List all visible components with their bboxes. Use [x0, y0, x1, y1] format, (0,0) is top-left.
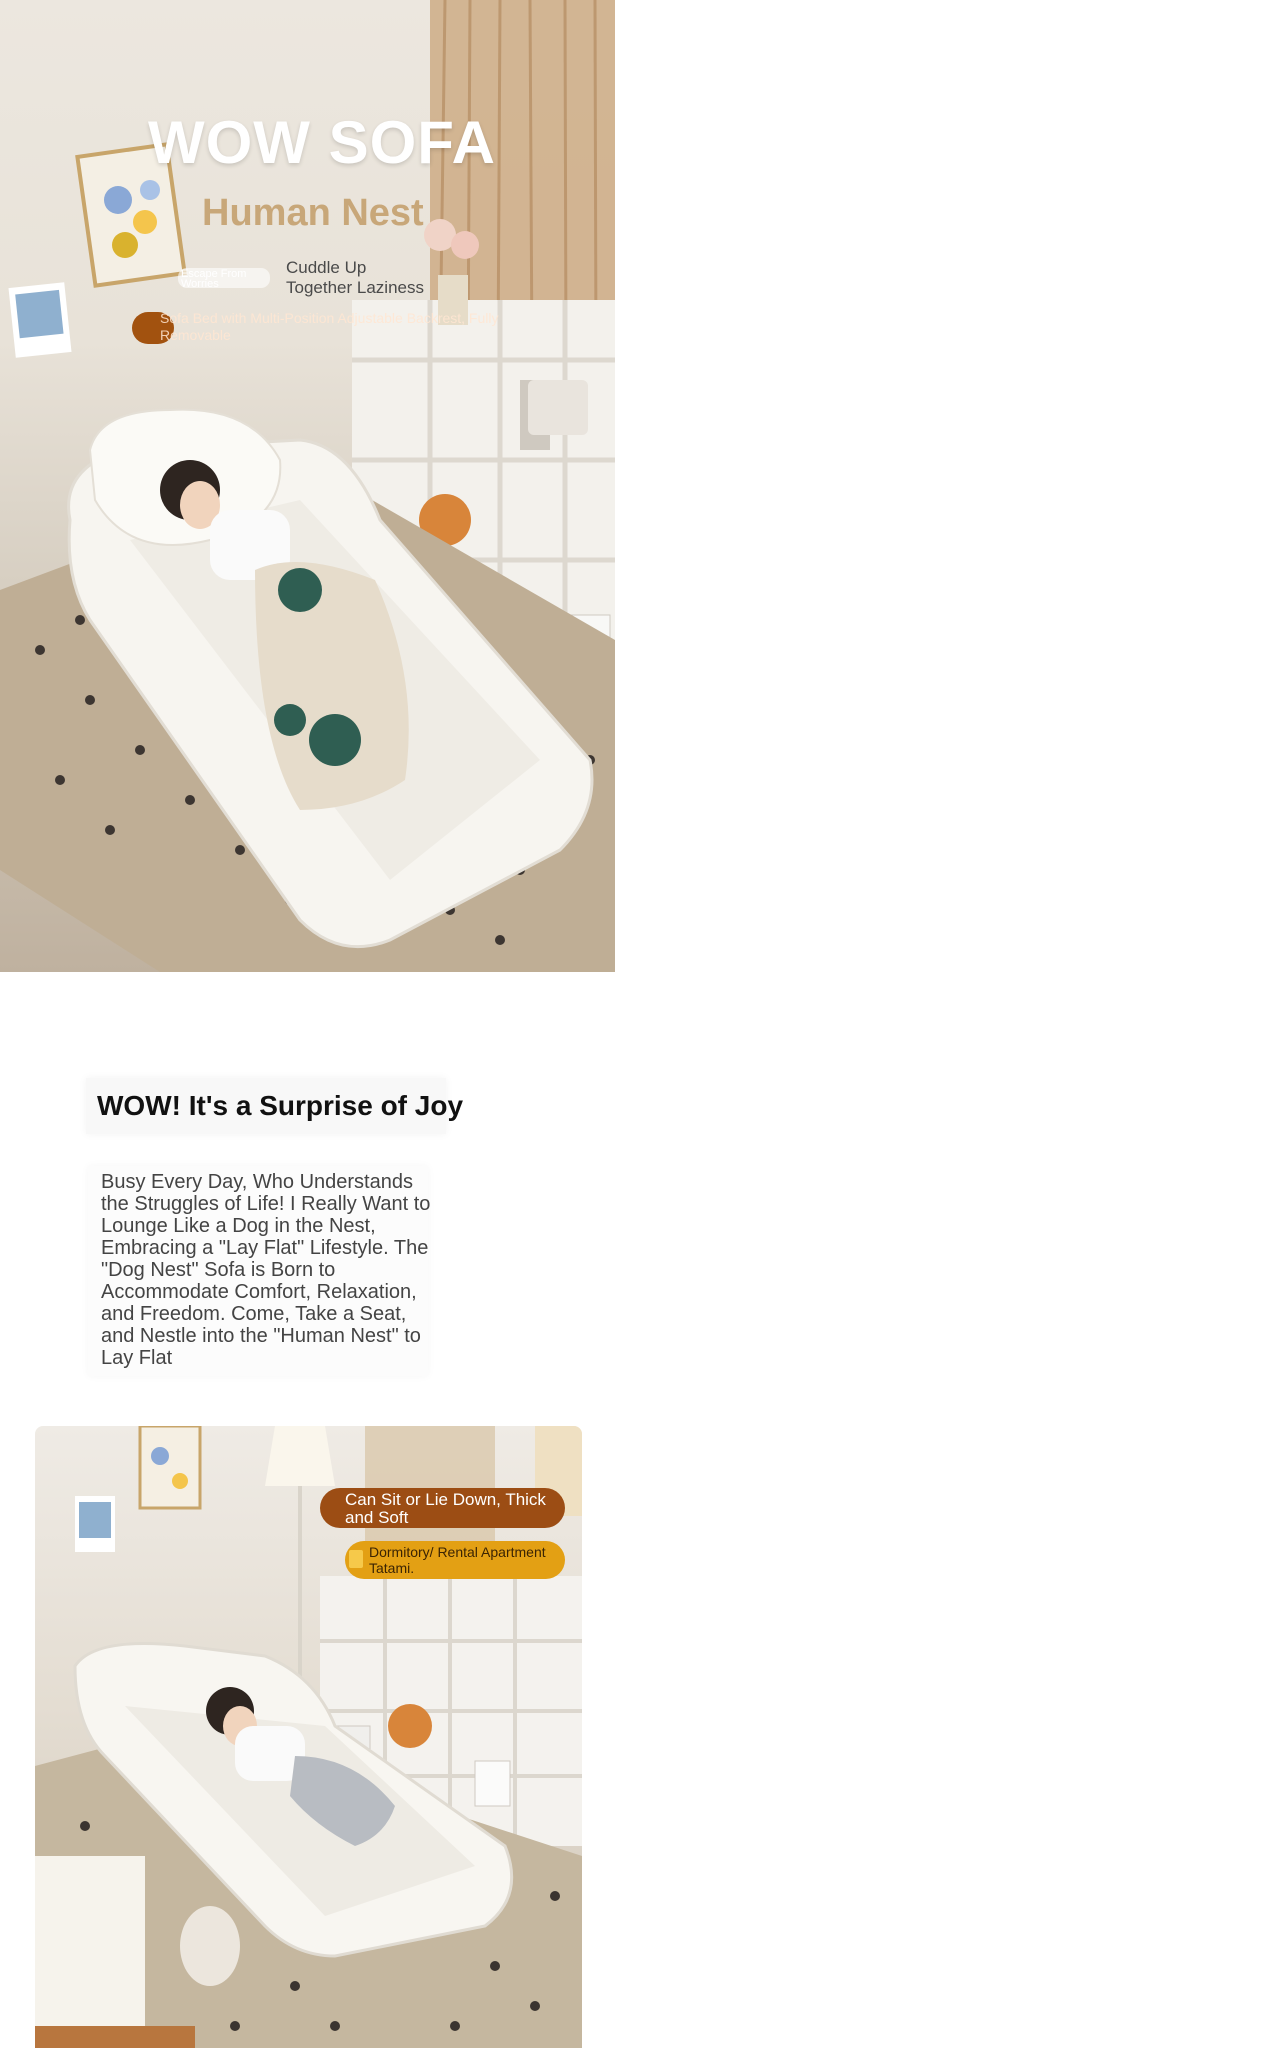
hero-tag-escape: Escape From Worries [178, 268, 270, 288]
building-icon [349, 1550, 363, 1568]
lifestyle-photo [35, 1426, 582, 2048]
hero-subtitle: Human Nest [202, 192, 424, 234]
hero-description: Sofa Bed with Multi-Position Adjustable Backrest, Fully Removable [160, 310, 499, 343]
feature-badge-sit-or-lie: Can Sit or Lie Down, Thick and Soft [320, 1488, 565, 1528]
hero-title: WOW SOFA [148, 109, 496, 176]
section-heading-box [86, 1078, 464, 1134]
section-heading: WOW! It's a Surprise of Joy [97, 1090, 464, 1121]
section-body-text: Busy Every Day, Who Understands the Struggles of Life! I Really Want to Lounge Like a Dog in the Nest, Embracing a "Lay Flat" Lifestyle. The "Dog Nest" Sofa is Born to Accommodate Comfort, Relaxation, and Freedom. Come, Take a Seat, and Nestle into the "Human Nest" to Lay Flat [101, 1171, 431, 1369]
hero-banner-image [0, 0, 615, 972]
feature-badge-dormitory: Dormitory/ Rental Apartment Tatami. [345, 1541, 565, 1579]
hero-tag-cuddle: Cuddle Up Together Laziness [286, 258, 424, 297]
section-body-box [88, 1166, 431, 1376]
